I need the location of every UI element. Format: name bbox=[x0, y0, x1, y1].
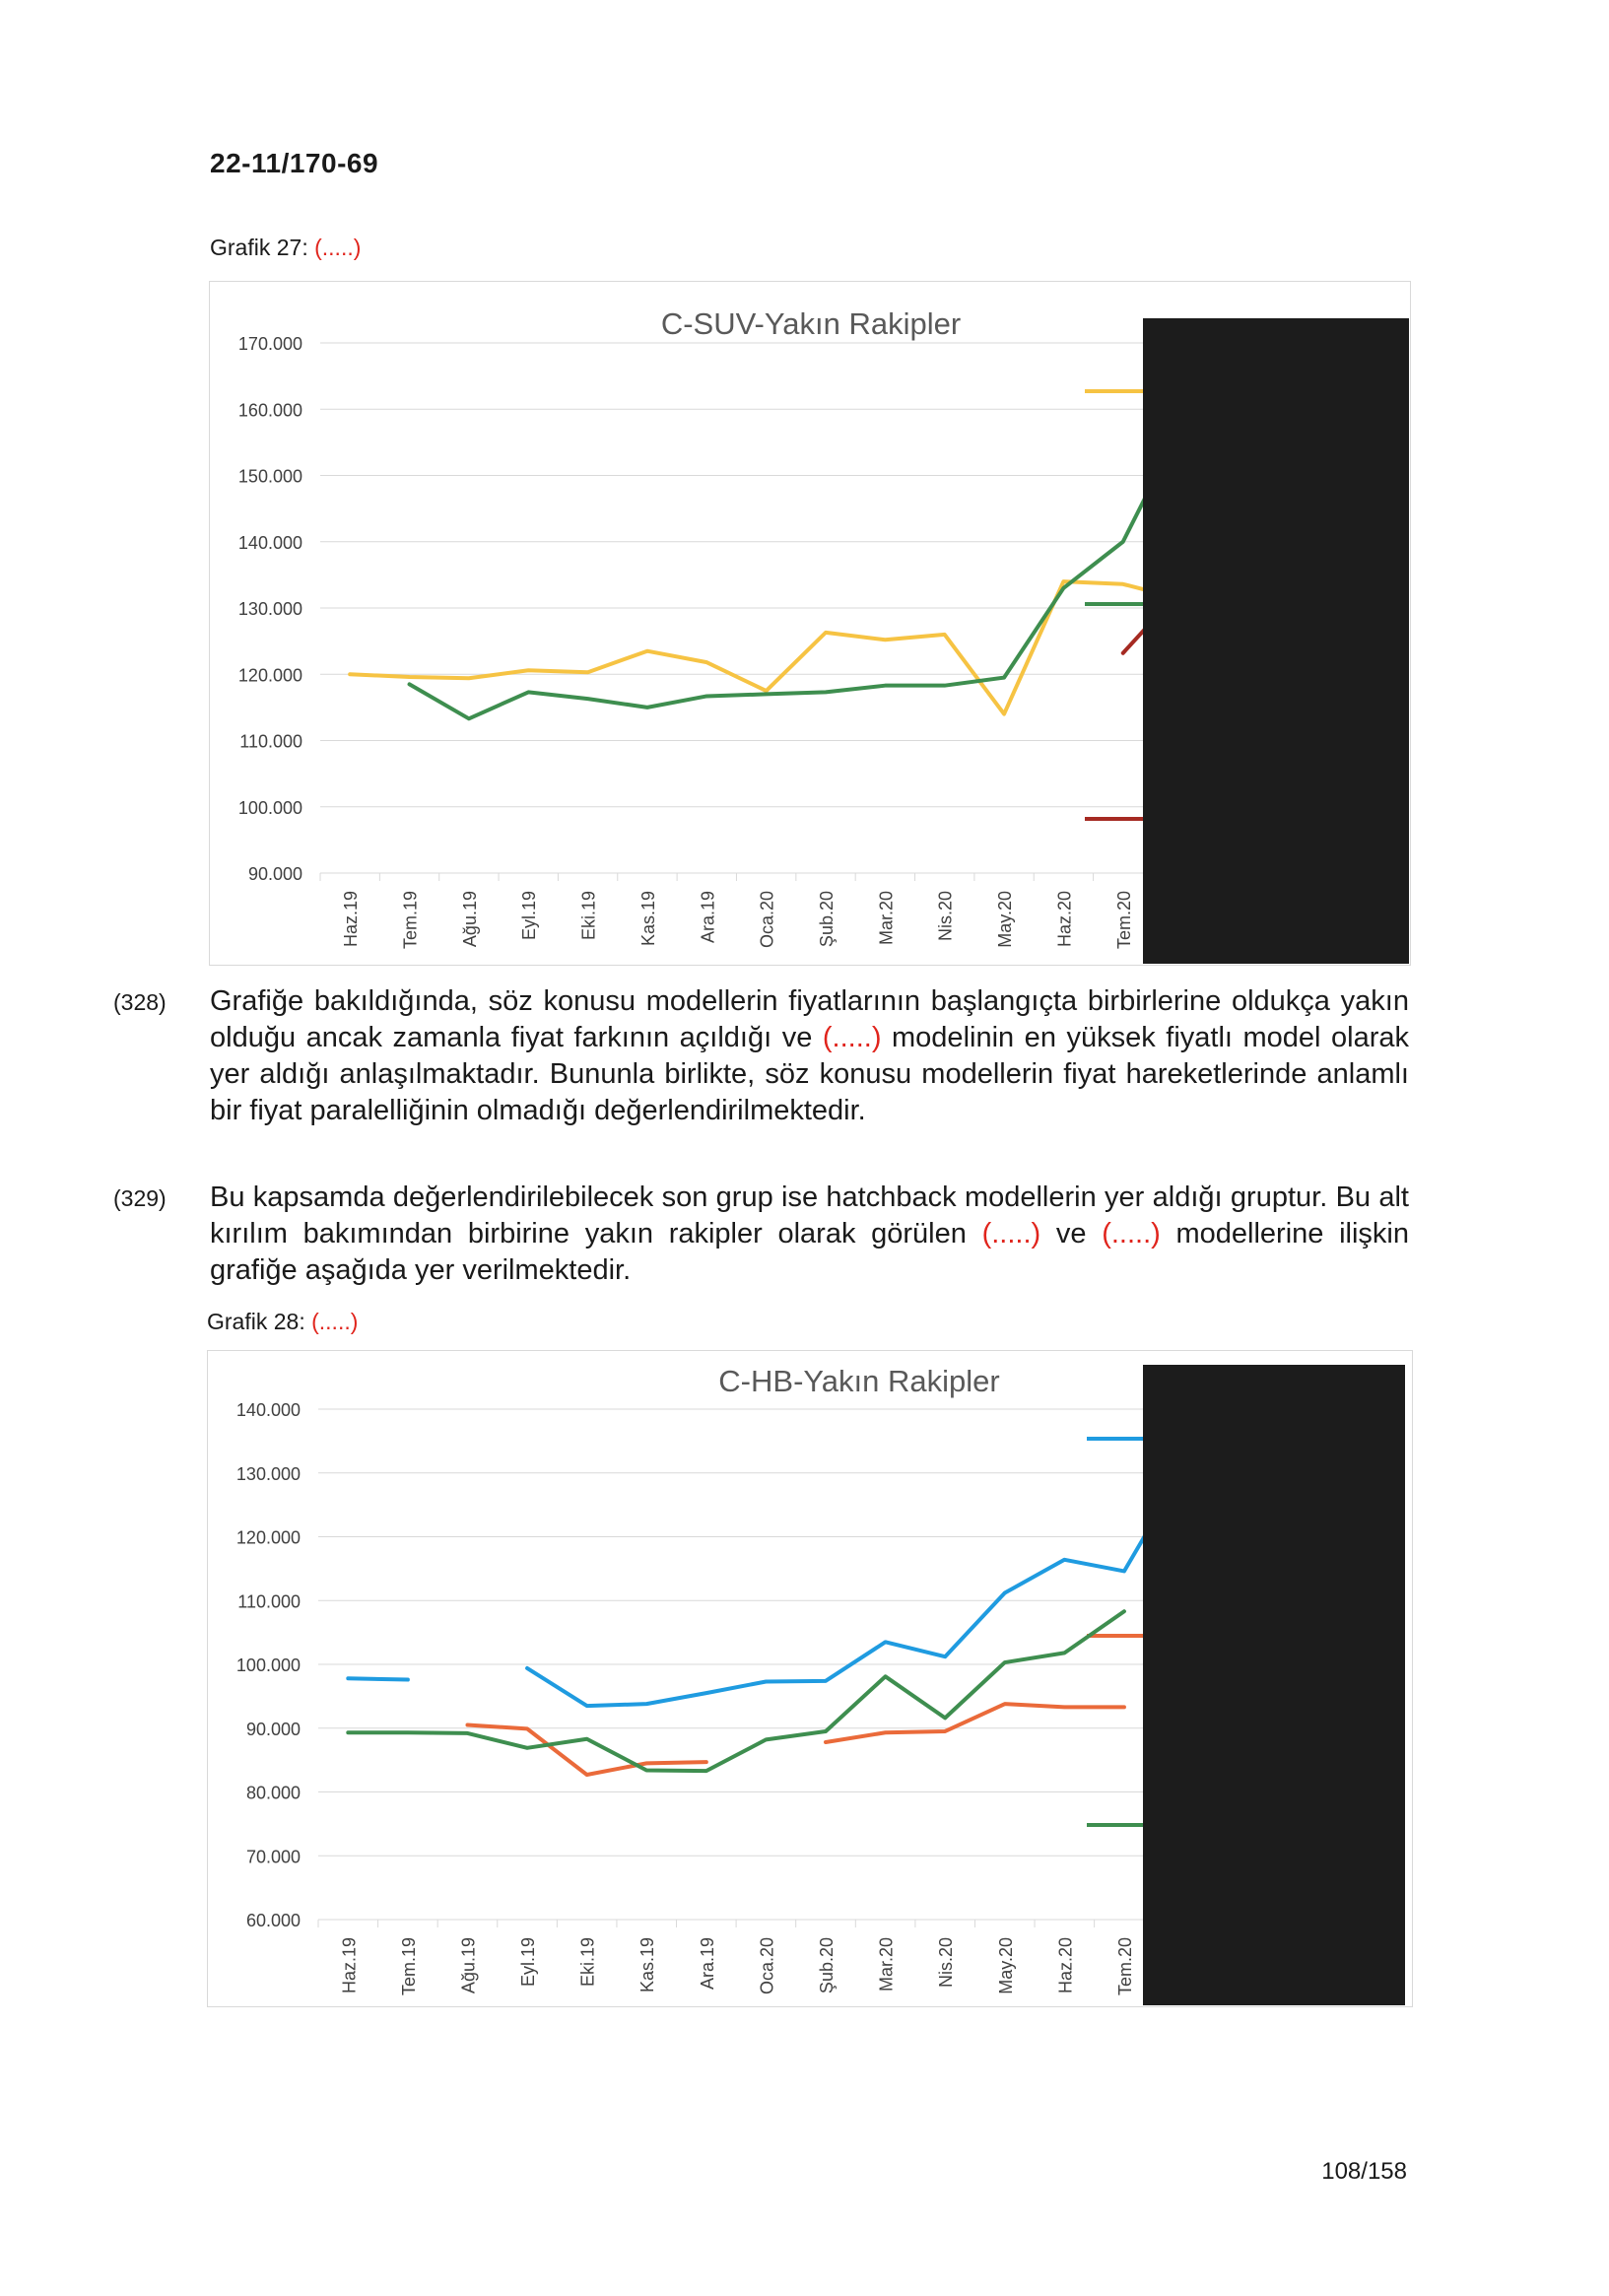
data-point bbox=[1062, 586, 1065, 589]
data-point bbox=[586, 698, 589, 701]
paragraph-text: modelinin en yüksek fiyatlı model olarak yer aldığı anlaşılmaktadır. Bununla birlikte, söz konusu modellerin fiyat hareketlerinde anlamlı bir fiyat paralelliğinin olmadığı değerlendirilmektedir. bbox=[210, 1022, 1410, 1126]
y-tick-label: 110.000 bbox=[237, 1591, 301, 1612]
paragraph-text: modellerine ilişkin grafiğe aşağıda yer verilmektedir. bbox=[210, 1218, 1410, 1286]
paragraph-text: Grafiğe bakıldığında, söz konusu modellerin fiyatlarının başlangıçta birbirlerine oldukça yakın olduğu ancak zamanla fiyat farkının açıldığı ve bbox=[210, 985, 1409, 1053]
y-tick-label: 100.000 bbox=[235, 1655, 301, 1675]
y-tick-label: 90.000 bbox=[247, 864, 302, 884]
y-tick-label: 140.000 bbox=[235, 1400, 301, 1420]
paragraph-text: Bu kapsamda değerlendirilebilecek son grup ise hatchback modellerin yer aldığı gruptur. Bu alt kırılım bakımından birbirine yakın rakipler olarak görülen bbox=[210, 1182, 1409, 1249]
caption-redacted: (.....) bbox=[311, 1309, 359, 1334]
data-point bbox=[467, 677, 470, 680]
data-point bbox=[765, 693, 768, 696]
chart-title: C-HB-Yakın Rakipler bbox=[718, 1364, 1000, 1398]
x-tick-label: Tem.20 bbox=[1114, 1937, 1135, 1996]
x-tick-label: Haz.20 bbox=[1055, 1937, 1076, 1994]
data-point bbox=[526, 1727, 529, 1730]
y-tick-label: 80.000 bbox=[245, 1783, 301, 1803]
data-point bbox=[347, 1731, 350, 1734]
data-point bbox=[884, 639, 887, 642]
paragraph-text: ve bbox=[1040, 1218, 1103, 1249]
x-tick-label: Şub.20 bbox=[817, 1937, 837, 1994]
page-number: 108/158 bbox=[1321, 2158, 1407, 2185]
x-tick-label: Nis.20 bbox=[936, 1937, 957, 1989]
figure-27-caption bbox=[210, 235, 361, 261]
series-line bbox=[467, 1725, 705, 1776]
redacted-text: (.....) bbox=[1102, 1218, 1161, 1249]
data-point bbox=[705, 661, 708, 664]
x-tick-label: Ara.19 bbox=[698, 891, 718, 944]
data-point bbox=[1003, 1661, 1006, 1664]
data-point bbox=[1003, 1591, 1006, 1594]
series-line bbox=[527, 1467, 1243, 1706]
paragraph-329 bbox=[210, 1180, 1409, 1289]
redacted-text: (.....) bbox=[822, 1022, 882, 1053]
data-point bbox=[704, 1770, 707, 1773]
x-tick-label: Şub.20 bbox=[817, 891, 837, 948]
data-point bbox=[943, 684, 946, 687]
data-point bbox=[526, 1666, 529, 1669]
y-tick-label: 130.000 bbox=[235, 1463, 301, 1484]
x-tick-label: Haz.20 bbox=[1054, 891, 1075, 948]
x-tick-label: Haz.19 bbox=[341, 891, 362, 948]
data-point bbox=[825, 691, 828, 694]
data-point bbox=[704, 1692, 707, 1695]
data-point bbox=[825, 1740, 828, 1743]
paragraph-328 bbox=[210, 983, 1409, 1129]
data-point bbox=[527, 691, 530, 694]
data-point bbox=[645, 1762, 648, 1765]
data-point bbox=[1122, 1570, 1125, 1573]
x-tick-label: May.20 bbox=[995, 1937, 1016, 1994]
data-point bbox=[1121, 582, 1124, 585]
x-tick-label: May.20 bbox=[995, 891, 1016, 948]
x-tick-label: Kas.19 bbox=[637, 891, 658, 947]
y-tick-label: 130.000 bbox=[237, 599, 302, 619]
x-tick-label: Oca.20 bbox=[757, 891, 777, 949]
data-point bbox=[349, 673, 352, 676]
data-point bbox=[944, 1729, 947, 1732]
y-tick-label: 110.000 bbox=[239, 731, 302, 752]
data-point bbox=[408, 683, 411, 686]
y-tick-label: 90.000 bbox=[245, 1719, 301, 1739]
data-point bbox=[645, 706, 648, 709]
x-tick-label: Ağu.19 bbox=[458, 1937, 479, 1994]
data-point bbox=[586, 671, 589, 674]
x-tick-label: Tem.19 bbox=[400, 891, 421, 950]
data-point bbox=[585, 1774, 588, 1777]
x-tick-label: Eyl.19 bbox=[518, 1937, 539, 1988]
y-tick-label: 170.000 bbox=[237, 334, 302, 354]
data-point bbox=[765, 1680, 768, 1683]
y-tick-label: 60.000 bbox=[245, 1911, 301, 1930]
x-tick-label: Eki.19 bbox=[578, 891, 599, 941]
data-point bbox=[526, 1746, 529, 1749]
y-tick-label: 100.000 bbox=[237, 797, 302, 818]
data-point bbox=[1003, 712, 1006, 715]
data-point bbox=[466, 1731, 469, 1734]
series-line bbox=[348, 1611, 1124, 1771]
y-tick-label: 120.000 bbox=[237, 665, 302, 686]
data-point bbox=[1063, 1706, 1066, 1709]
data-point bbox=[765, 690, 768, 693]
caption-prefix: Grafik 28: bbox=[207, 1309, 305, 1334]
data-point bbox=[1121, 651, 1124, 654]
y-tick-label: 150.000 bbox=[237, 466, 302, 487]
data-point bbox=[1063, 1652, 1066, 1654]
x-tick-label: Kas.19 bbox=[637, 1937, 658, 1993]
paragraph-number-328: (328) bbox=[113, 989, 167, 1015]
data-point bbox=[1122, 1706, 1125, 1709]
data-point bbox=[704, 1761, 707, 1764]
paragraph-number-329: (329) bbox=[113, 1185, 167, 1211]
x-tick-label: Haz.19 bbox=[339, 1937, 360, 1994]
data-point bbox=[527, 669, 530, 672]
data-point bbox=[884, 1731, 887, 1734]
data-point bbox=[1063, 1558, 1066, 1561]
data-point bbox=[408, 675, 411, 678]
data-point bbox=[884, 684, 887, 687]
data-point bbox=[825, 1729, 828, 1732]
data-point bbox=[825, 631, 828, 634]
y-tick-label: 70.000 bbox=[245, 1847, 301, 1867]
x-tick-label: Tem.20 bbox=[1113, 891, 1134, 950]
data-point bbox=[1062, 580, 1065, 583]
data-point bbox=[825, 1679, 828, 1682]
data-point bbox=[884, 1675, 887, 1678]
x-tick-label: Oca.20 bbox=[757, 1937, 777, 1995]
data-point bbox=[406, 1678, 409, 1681]
data-point bbox=[944, 1655, 947, 1658]
series-line bbox=[348, 1678, 408, 1679]
figure-28-caption bbox=[207, 1309, 358, 1335]
x-tick-label: Eki.19 bbox=[577, 1937, 598, 1988]
redacted-text: (.....) bbox=[981, 1218, 1041, 1249]
data-point bbox=[1122, 1610, 1125, 1613]
x-tick-label: Eyl.19 bbox=[519, 891, 540, 941]
x-tick-label: Ağu.19 bbox=[459, 891, 480, 948]
data-point bbox=[1121, 540, 1124, 543]
data-point bbox=[1003, 1703, 1006, 1706]
data-point bbox=[585, 1737, 588, 1740]
caption-prefix: Grafik 27: bbox=[210, 235, 308, 260]
data-point bbox=[645, 1703, 648, 1706]
redacted-legend-box-2 bbox=[1143, 1365, 1405, 2005]
data-point bbox=[705, 695, 708, 698]
y-tick-label: 160.000 bbox=[237, 400, 302, 421]
data-point bbox=[765, 1738, 768, 1741]
x-tick-label: Nis.20 bbox=[935, 891, 956, 942]
redacted-legend-box-1 bbox=[1143, 318, 1409, 964]
data-point bbox=[585, 1705, 588, 1708]
data-point bbox=[347, 1677, 350, 1680]
y-tick-label: 120.000 bbox=[235, 1527, 301, 1548]
x-tick-label: Ara.19 bbox=[697, 1937, 717, 1991]
data-point bbox=[406, 1731, 409, 1734]
y-tick-label: 140.000 bbox=[237, 532, 302, 553]
data-point bbox=[943, 633, 946, 636]
x-tick-label: Mar.20 bbox=[876, 1937, 897, 1992]
data-point bbox=[467, 717, 470, 720]
caption-redacted: (.....) bbox=[314, 235, 362, 260]
chart-title: C-SUV-Yakın Rakipler bbox=[660, 306, 962, 341]
data-point bbox=[466, 1723, 469, 1726]
data-point bbox=[884, 1641, 887, 1644]
series-line bbox=[826, 1704, 1124, 1742]
document-id: 22-11/170-69 bbox=[210, 148, 379, 178]
data-point bbox=[645, 1769, 648, 1772]
data-point bbox=[944, 1717, 947, 1720]
data-point bbox=[1003, 676, 1006, 679]
x-tick-label: Tem.19 bbox=[398, 1937, 419, 1996]
x-tick-label: Mar.20 bbox=[876, 891, 897, 946]
data-point bbox=[645, 649, 648, 652]
